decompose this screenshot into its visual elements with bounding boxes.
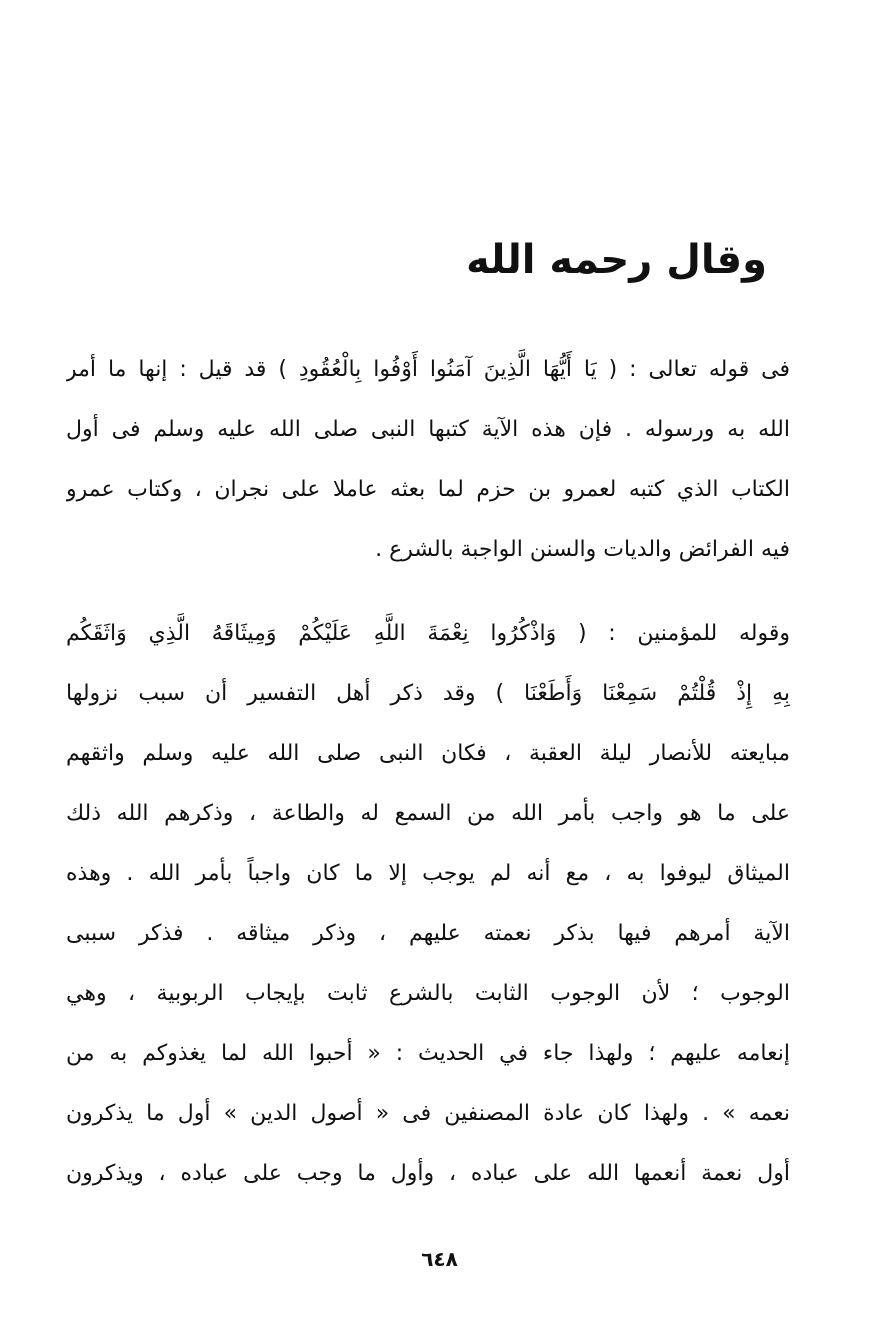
text-line: نعمه » . ولهذا كان عادة المصنفين فى « أصول الدين » أول ما يذكرون — [66, 1101, 790, 1126]
text-line: الوجوب ؛ لأن الوجوب الثابت بالشرع ثابت بإيجاب الربوبية ، وهي — [66, 981, 790, 1006]
text-line: على ما هو واجب بأمر الله من السمع له والطاعة ، وذكرهم الله ذلك — [66, 801, 790, 826]
text-line: بِهِ إِذْ قُلْتُمْ سَمِعْنَا وَأَطَعْنَا ) وقد ذكر أهل التفسير أن سبب نزولها — [66, 681, 790, 706]
paragraph-2 — [66, 604, 790, 1204]
text-line: وقوله للمؤمنين : ( وَاذْكُرُوا نِعْمَةَ اللَّهِ عَلَيْكُمْ وَمِيثَاقَهُ الَّذِي وَاثَقَكُم — [66, 621, 790, 646]
page-number: ٦٤٨ — [421, 1247, 458, 1271]
text-line: الميثاق ليوفوا به ، مع أنه لم يوجب إلا ما كان واجباً بأمر الله . وهذه — [66, 861, 790, 886]
text-line: فى قوله تعالى : ( يَا أَيُّهَا الَّذِينَ آمَنُوا أَوْفُوا بِالْعُقُودِ ) قد قيل : إنها ما أمر — [66, 357, 790, 382]
text-line: الآية أمرهم فيها بذكر نعمته عليهم ، وذكر ميثاقه . فذكر سببى — [66, 921, 790, 946]
text-line: الله به ورسوله . فإن هذه الآية كتبها النبى صلى الله عليه وسلم فى أول — [66, 417, 790, 442]
text-line: مبايعته للأنصار ليلة العقبة ، فكان النبى صلى الله عليه وسلم واثقهم — [66, 741, 790, 766]
text-line: الكتاب الذي كتبه لعمرو بن حزم لما بعثه عاملا على نجران ، وكتاب عمرو — [66, 477, 790, 502]
text-line: فيه الفرائض والديات والسنن الواجبة بالشرع . — [375, 537, 790, 562]
paragraph-1 — [66, 340, 790, 580]
section-heading: وقال رحمه الله — [466, 237, 767, 283]
text-line: أول نعمة أنعمها الله على عباده ، وأول ما وجب على عباده ، ويذكرون — [66, 1161, 790, 1186]
text-line: إنعامه عليهم ؛ ولهذا جاء في الحديث : « أحبوا الله لما يغذوكم به من — [66, 1041, 790, 1066]
